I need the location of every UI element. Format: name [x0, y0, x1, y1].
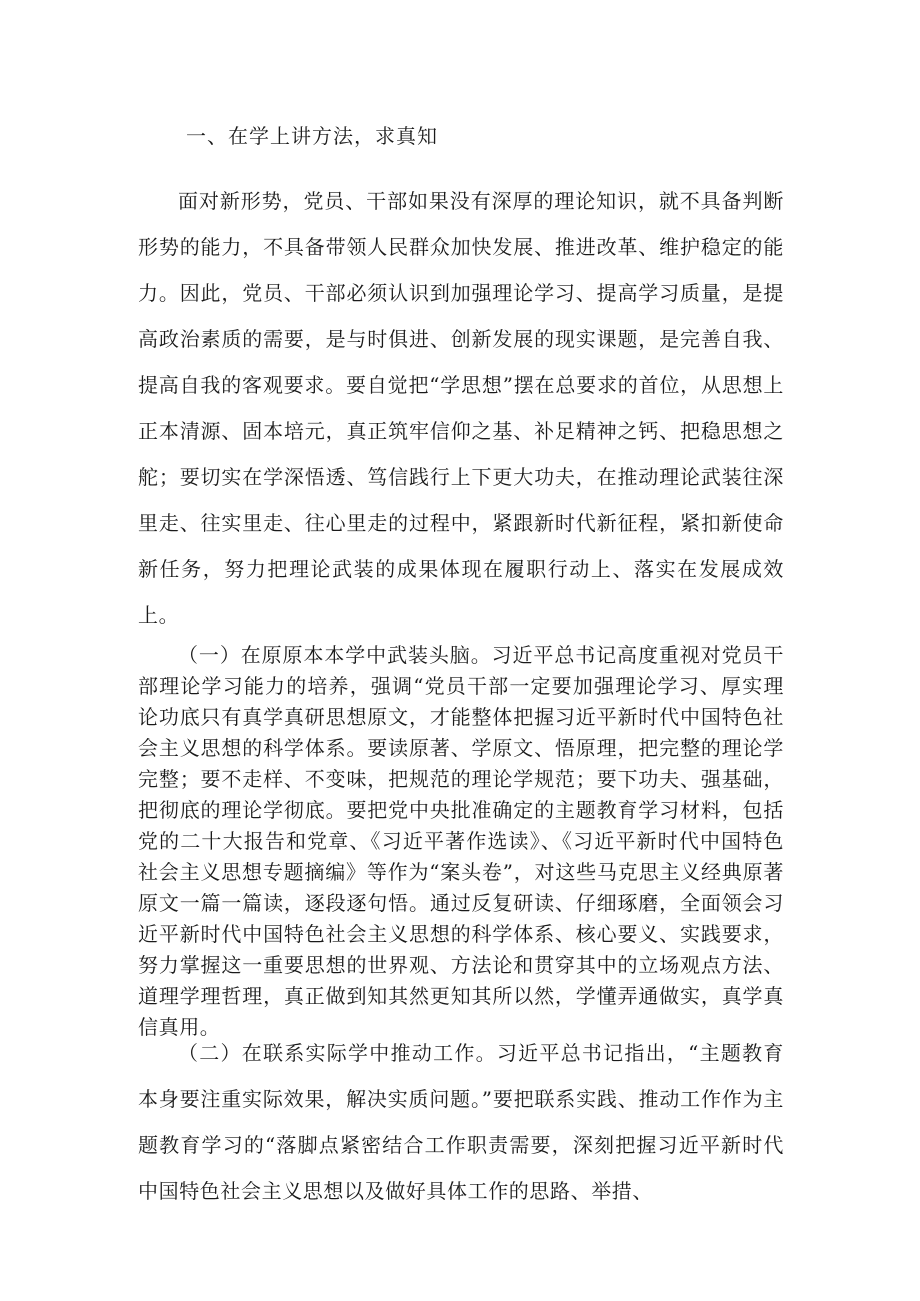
- paragraph-subsection-2: （二）在联系实际学中推动工作。习近平总书记指出，“主题教育本身要注重实际效果，解决实质问题。”要把联系实践、推动工作作为主题教育学习的“落脚点紧密结合工作职责需要，深刻把握习近平新时代中国特色社会主义思想以及做好具体工作的思路、举措、: [138, 1041, 784, 1203]
- paragraph-intro: 面对新形势，党员、干部如果没有深厚的理论知识，就不具备判断形势的能力，不具备带领人民群众加快发展、推进改革、维护稳定的能力。因此，党员、干部必须认识到加强理论学习、提高学习质量，是提高政治素质的需要，是与时俱进、创新发展的现实课题，是完善自我、提高自我的客观要求。要自觉把“学思想”摆在总要求的首位，从思想上正本清源、固本培元，真正筑牢信仰之基、补足精神之钙、把稳思想之舵；要切实在学深悟透、笃信践行上下更大功夫，在推动理论武装往深里走、往实里走、往心里走的过程中，紧跟新时代新征程，紧扣新使命新任务，努力把理论武装的成果体现在履职行动上、落实在发展成效上。: [138, 189, 784, 627]
- section-heading: 一、在学上讲方法，求真知: [186, 124, 438, 148]
- paragraph-subsection-1: （一）在原原本本学中武装头脑。习近平总书记高度重视对党员干部理论学习能力的培养，强调“党员干部一定要加强理论学习、厚实理论功底只有真学真研思想原文，才能整体把握习近平新时代中国特色社会主义思想的科学体系。要读原著、学原文、悟原理，把完整的理论学完整；要不走样、不变味，把规范的理论学规范；要下功夫、强基础，把彻底的理论学彻底。要把党中央批准确定的主题教育学习材料，包括党的二十大报告和党章、《习近平著作选读》、《习近平新时代中国特色社会主义思想专题摘编》等作为“案头卷”，对这些马克思主义经典原著原文一篇一篇读，逐段逐句悟。通过反复研读、仔细琢磨，全面领会习近平新时代中国特色社会主义思想的科学体系、核心要义、实践要求，努力掌握这一重要思想的世界观、方法论和贯穿其中的立场观点方法、道理学理哲理，真正做到知其然更知其所以然，学懂弄通做实，真学真信真用。: [138, 643, 784, 1039]
